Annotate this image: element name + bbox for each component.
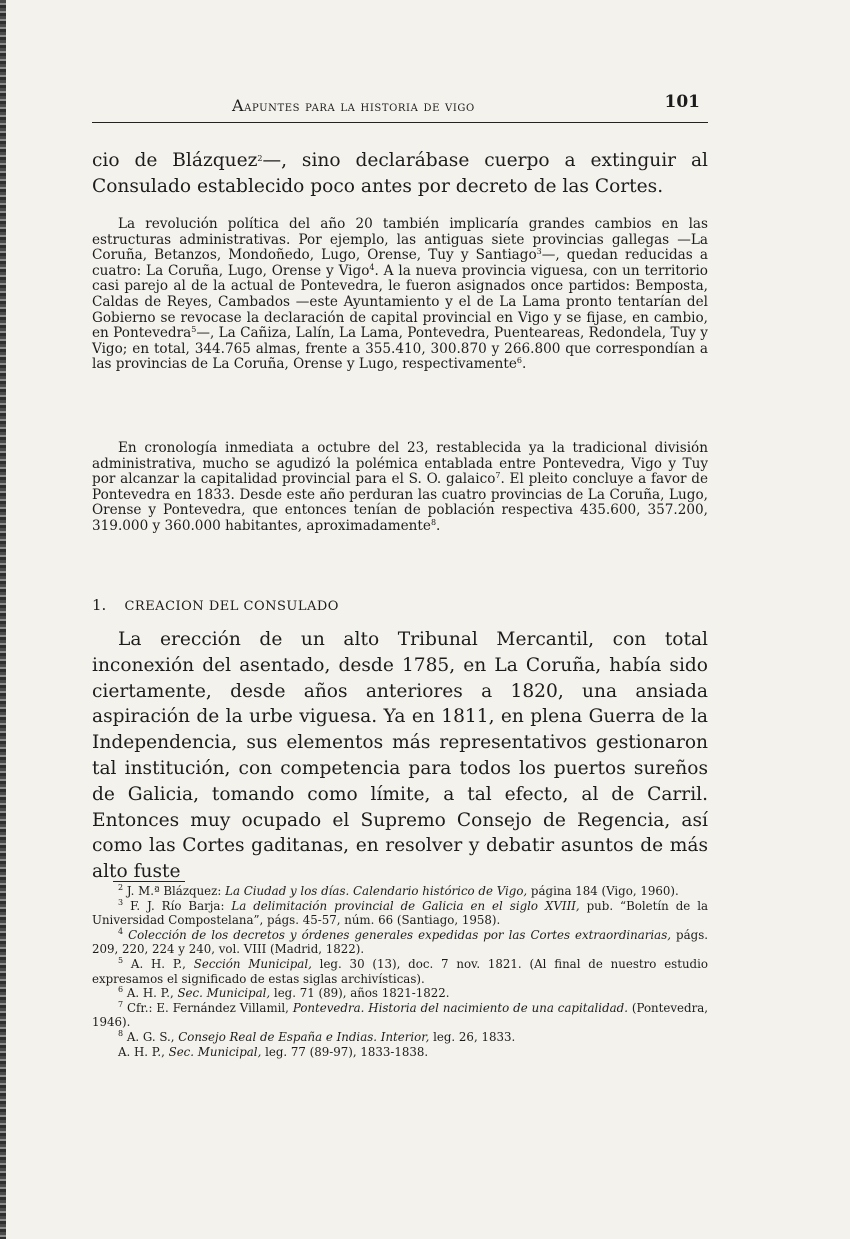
paragraph-revolucion: La revolución política del año 20 también implicaría grandes cambios en las estructuras administrativas. Por ejemplo, las antiguas siete provincias gallegas —La Coruña, Betanzos, Mondoñedo, Lugo, Orense, Tuy y Santiago$^3$—, quedan reducidas a cuatro: La Coruña, Lugo, Orense y Vigo$^4$. A la nueva provincia viguesa, con un territorio casi parejo al de la actual de Pontevedra, le fueron asignados once partidos: Bemposta, Caldas de Reyes, Cambados —este Ayuntamiento y el de La Lama pronto tentarían del Gobierno se revocase la declaración de capital provincial en Vigo y se fijase, en cambio, en Pontevedra$^5$—, La Cañiza, Lalín, La Lama, Pontevedra, Puenteareas, Redondela, Tuy y Vigo; en total, 344.765 almas, frente a 355.410, 300.870 y 266.800 que correspondían a las provincias de La Coruña, Orense y Lugo, respectivamente$^6$. [92, 216, 708, 373]
paragraph-cronologia: En cronología inmediata a octubre del 23, restablecida ya la tradicional división administrativa, mucho se agudizó la polémica entablada entre Pontevedra, Vigo y Tuy por alcanzar la capitalidad provincial para el S. O. galaico$^7$. El pleito concluye a favor de Pontevedra en 1833. Desde este año perduran las cuatro provincias de La Coruña, Lugo, Orense y Pontevedra, que entonces tenían de población respectiva 435.600, 357.200, 319.000 y 360.000 habitantes, aproximadamente$^8$. [92, 440, 708, 534]
footnote-ref-6: 6 [516, 356, 522, 366]
footnote-3: $^3$ F. J. Río Barja: La delimitación provincial de Galicia en el siglo XVIII, pub. “Boletín de la Universidad Compostelana”, págs. 45-57, núm. 66 (Santiago, 1958). [92, 897, 709, 928]
running-title: Aapuntes para la historia de vigo [232, 96, 475, 115]
section-title: CREACION DEL CONSULADO [124, 599, 339, 614]
paragraph-ereccion: La erección de un alto Tribunal Mercantil, con total inconexión del asentado, desde 1785, en La Coruña, había sido ciertamente, desde años anteriores a 1820, una ansiada aspiración de la urbe viguesa. Ya en 1811, en plena Guerra de la Independencia, sus elementos más representativos gestionaron tal institución, con competencia para todos los puertos sureños de Galicia, tomando como límite, a tal efecto, al de Carril. Entonces muy ocupado el Supremo Consejo de Regencia, así como las Cortes gaditanas, en resolver y debatir asuntos de más alto fuste [92, 629, 708, 883]
section-heading [92, 596, 708, 614]
footnote-ref-7: 7 [495, 471, 501, 481]
footnote-ref-2: 2 [257, 154, 263, 163]
footnote-2: $^2$ J. M.ª Blázquez: La Ciudad y los días. Calendario histórico de Vigo, página 184 (Vigo, 1960). [118, 883, 679, 898]
continuation-paragraph: cio de Blázquez$^2$—, sino declarábase cuerpo a extinguir al Consulado establecido poco antes por decreto de las Cortes. [92, 150, 708, 197]
footnote-ref-3: 3 [536, 247, 542, 257]
footnote-ref-5: 5 [191, 325, 197, 335]
footnote-6: $^6$ A. H. P., Sec. Municipal, leg. 71 (89), años 1821-1822. [118, 985, 450, 1001]
page-header [92, 92, 708, 123]
page-number: 101 [664, 92, 700, 112]
footnote-rule [113, 881, 185, 882]
footnote-8: $^8$ A. G. S., Consejo Real de España e Indias. Interior, leg. 26, 1833. [118, 1028, 516, 1044]
footnote-8-continued: A. H. P., Sec. Municipal, leg. 77 (89-97), 1833-1838. [118, 1044, 429, 1059]
footnotes [92, 884, 708, 1059]
footnote-ref-4: 4 [369, 262, 375, 272]
footnote-4: $^4$ Colección de los decretos y órdenes generales expedidas por las Cortes extraordinarias, págs. 209, 220, 224 y 240, vol. VIII (Madrid, 1822). [92, 926, 708, 957]
section-number: 1. [92, 596, 107, 614]
footnote-7: $^7$ Cfr.: E. Fernández Villamil, Pontevedra. Historia del nacimiento de una capitalidad. (Pontevedra, 1946). [92, 999, 709, 1030]
footnote-ref-8: 8 [430, 517, 437, 527]
footnote-5: $^5$ A. H. P., Sección Municipal, leg. 30 (13), doc. 7 nov. 1821. (Al final de nuestro estudio expresamos el significado de estas siglas archivísticas). [92, 955, 708, 986]
scan-edge [0, 0, 6, 1239]
